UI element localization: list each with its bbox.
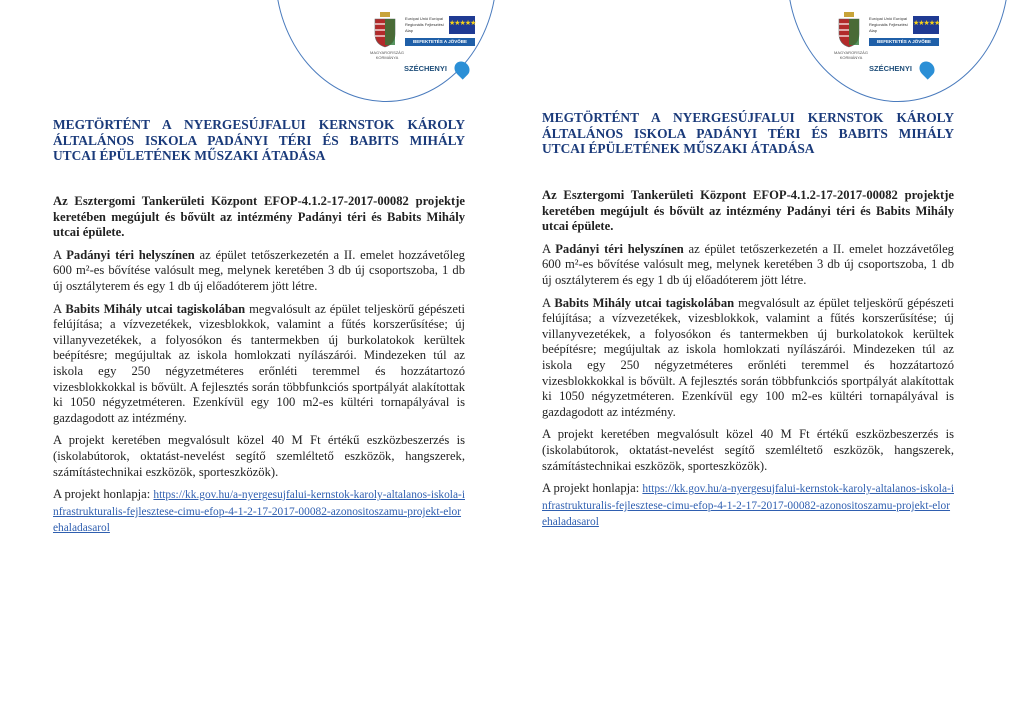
paragraph-padanyi: A Padányi téri helyszínen az épület tetőszerkezetén a II. emelet hozzávetőleg 600 m²-es bővítése valósult meg, melynek keretében 3 db új csoportszoba, 1 db új osztályterem és egy 1 db új előadóterem jött létre. — [53, 247, 465, 293]
logo-block — [370, 12, 502, 60]
lead-paragraph: Az Esztergomi Tankerületi Központ EFOP-4.1.2-17-2017-00082 projektje keretében megújult és bővült az intézmény Padányi téri és Babits Mihály utcai épülete. — [53, 194, 465, 240]
eu-flag-icon: ★★★★★ — [913, 16, 939, 34]
paragraph-website: A projekt honlapja: https://kk.gov.hu/a-nyergesujfalui-kernstok-karoly-altalanos-iskola-infrastrukturalis-fejlesztese-cimu-efop-4-1-2-17-2017-00082-azonositoszamu-projekt-elorehaladasarol — [53, 487, 465, 535]
project-link[interactable]: https://kk.gov.hu/a-nyergesujfalui-kernstok-karoly-altalanos-iskola-infrastrukturalis-fejlesztese-cimu-efop-4-1-2-17-2017-00082-azonositoszamu-projekt-elorehaladasarol — [53, 489, 465, 535]
invest-banner: BEFEKTETÉS A JÖVŐBE — [405, 38, 475, 46]
eu-text: Európai Unió Európai Regionális Fejlesztési Alap — [405, 16, 444, 33]
szechenyi-logo: SZÉCHENYI — [869, 64, 912, 73]
page-right — [512, 0, 1024, 724]
paragraph-website: A projekt honlapja: https://kk.gov.hu/a-nyergesujfalui-kernstok-karoly-altalanos-iskola-infrastrukturalis-fejlesztese-cimu-efop-4-1-2-17-2017-00082-azonositoszamu-projekt-elorehaladasarol — [542, 481, 954, 529]
logo-block — [834, 12, 966, 60]
hungarian-crest-icon — [372, 12, 398, 50]
paragraph-babits: A Babits Mihály utcai tagiskolában megvalósult az épület teljeskörű gépészeti felújítása; a vízvezetékek, vizesblokkok, valamint a fűtés korszerűsítése; új villanyvezetékek, a folyosókon és tantermekben új burkolatokok kerültek beépítésre; megújultak az iskola homlokzati nyílászárói. Mindezeken túl az iskola egy 250 négyzetméteres erőnléti teremmel és hozzátartozó vizesblokkokkal is bővült. A fejlesztés során többfunkciós sportpályát alakítottak ki 1050 négyzetméteren. Ezenkívül egy 100 m2-es kültéri tornapályával is gazdagodott az intézmény. — [53, 301, 465, 425]
paragraph-equipment: A projekt keretében megvalósult közel 40 M Ft értékű eszközbeszerzés is (iskolabútorok, oktatást-nevelést segítő szemléltető eszközök, hangszerek, számítástechnikai eszközök, sporteszközök). — [53, 433, 465, 479]
article-body — [53, 194, 465, 544]
paragraph-padanyi: A Padányi téri helyszínen az épület tetőszerkezetén a II. emelet hozzávetőleg 600 m²-es bővítése valósult meg, melynek keretében 3 db új csoportszoba, 1 db új osztályterem és egy 1 db új előadóterem jött létre. — [542, 241, 954, 287]
crest-label: MAGYARORSZÁG KORMÁNYA — [834, 50, 868, 60]
project-link[interactable]: https://kk.gov.hu/a-nyergesujfalui-kernstok-karoly-altalanos-iskola-infrastrukturalis-fejlesztese-cimu-efop-4-1-2-17-2017-00082-azonositoszamu-projekt-elorehaladasarol — [542, 483, 954, 529]
eu-flag-icon: ★★★★★ — [449, 16, 475, 34]
crest-label: MAGYARORSZÁG KORMÁNYA — [370, 50, 404, 60]
eu-logo — [405, 16, 489, 52]
page-title: MEGTÖRTÉNT A NYERGESÚJFALUI KERNSTOK KÁROLY ÁLTALÁNOS ISKOLA PADÁNYI TÉRI ÉS BABITS MIHÁLY UTCAI ÉPÜLETÉNEK MŰSZAKI ÁTADÁSA — [53, 117, 465, 164]
hungarian-crest-icon — [836, 12, 862, 50]
szechenyi-logo: SZÉCHENYI — [404, 64, 447, 73]
article-body — [542, 188, 954, 538]
lead-paragraph: Az Esztergomi Tankerületi Központ EFOP-4.1.2-17-2017-00082 projektje keretében megújult és bővült az intézmény Padányi téri és Babits Mihály utcai épülete. — [542, 188, 954, 234]
invest-banner: BEFEKTETÉS A JÖVŐBE — [869, 38, 939, 46]
paragraph-equipment: A projekt keretében megvalósult közel 40 M Ft értékű eszközbeszerzés is (iskolabútorok, oktatást-nevelést segítő szemléltető eszközök, hangszerek, számítástechnikai eszközök, sporteszközök). — [542, 427, 954, 473]
paragraph-babits: A Babits Mihály utcai tagiskolában megvalósult az épület teljeskörű gépészeti felújítása; a vízvezetékek, vizesblokkok, valamint a fűtés korszerűsítése; új villanyvezetékek, a folyosókon és tantermekben új burkolatokok kerültek beépítésre; megújultak az iskola homlokzati nyílászárói. Mindezeken túl az iskola egy 250 négyzetméteres erőnléti teremmel és hozzátartozó vizesblokkokkal is bővült. A fejlesztés során többfunkciós sportpályát alakítottak ki 1050 négyzetméteren. Ezenkívül egy 100 m2-es kültéri tornapályával is gazdagodott az intézmény. — [542, 295, 954, 419]
eu-text: Európai Unió Európai Regionális Fejlesztési Alap — [869, 16, 908, 33]
eu-logo — [869, 16, 953, 52]
page-title: MEGTÖRTÉNT A NYERGESÚJFALUI KERNSTOK KÁROLY ÁLTALÁNOS ISKOLA PADÁNYI TÉRI ÉS BABITS MIHÁLY UTCAI ÉPÜLETÉNEK MŰSZAKI ÁTADÁSA — [542, 110, 954, 157]
